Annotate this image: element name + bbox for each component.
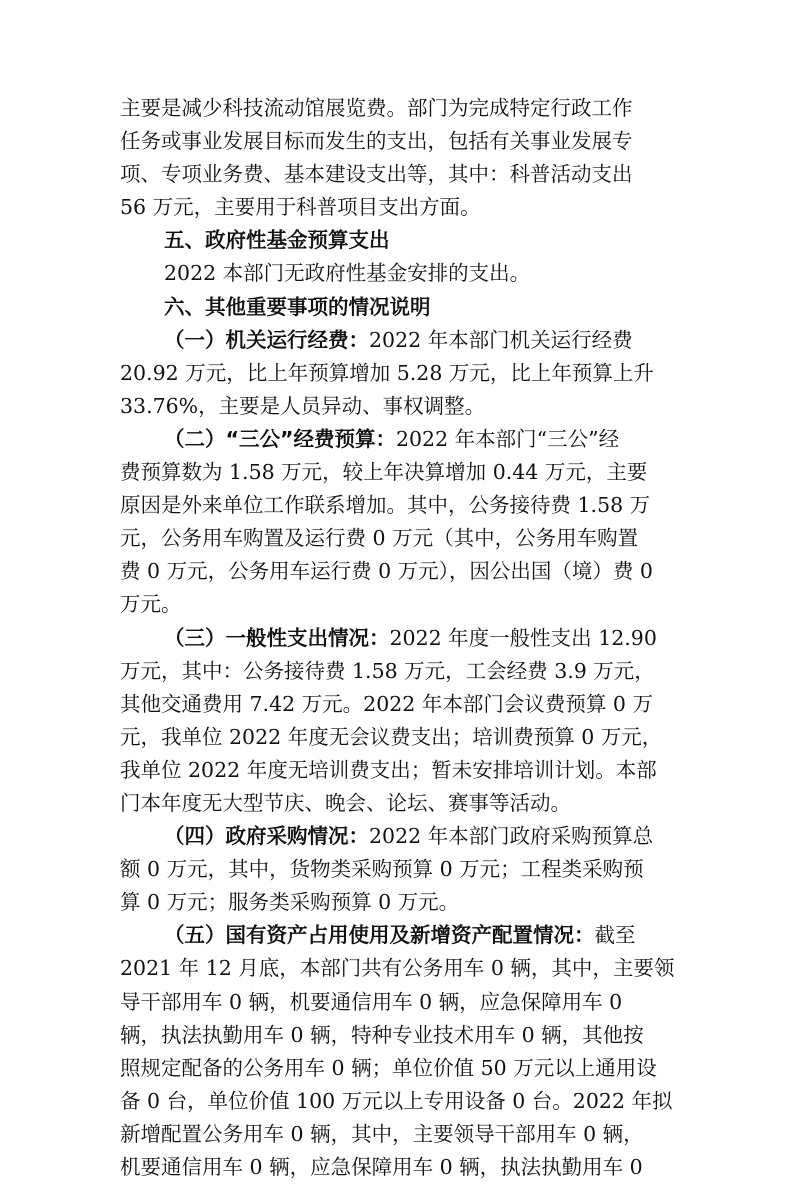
item-2-line: 费 0 万元，公务用车运行费 0 万元），因公出国（境）费 0	[120, 559, 653, 584]
item-4-line: 额 0 万元，其中，货物类采购预算 0 万元；工程类采购预	[120, 857, 644, 882]
item-5-line: 机要通信用车 0 辆，应急保障用车 0 辆，执法执勤用车 0	[120, 1155, 643, 1179]
item-4-line: 算 0 万元；服务类采购预算 0 万元。	[120, 890, 460, 915]
item-3-line: 门本年度无大型节庆、晚会、论坛、赛事等活动。	[120, 790, 571, 815]
item-2-label: （二）“三公”经费预算：	[164, 426, 396, 451]
item-2-line: 原因是外来单位工作联系增加。其中，公务接待费 1.58 万	[120, 493, 651, 518]
item-2-line: 元，公务用车购置及运行费 0 万元（其中，公务用车购置	[120, 526, 639, 551]
item-2-first-line	[120, 423, 680, 456]
item-5-first-line	[120, 919, 680, 952]
item-3-label: （三）一般性支出情况：	[164, 625, 390, 650]
item-4-text: 2022 年本部门政府采购预算总	[369, 824, 654, 849]
item-3-line: 元，我单位 2022 年度无会议费支出；培训费预算 0 万元，	[120, 724, 663, 749]
item-5-line: 导干部用车 0 辆，机要通信用车 0 辆，应急保障用车 0	[120, 989, 623, 1014]
item-4-first-line	[120, 820, 680, 853]
intro-line: 主要是减少科技流动馆展览费。部门为完成特定行政工作	[120, 96, 633, 120]
section-6-heading: 六、其他重要事项的情况说明	[164, 294, 431, 319]
item-1-label: （一）机关运行经费：	[164, 327, 369, 352]
item-5-line: 新增配置公务用车 0 辆，其中，主要领导干部用车 0 辆，	[120, 1121, 644, 1146]
intro-line: 56 万元，主要用于科普项目支出方面。	[120, 195, 481, 220]
item-5-label: （五）国有资产占用使用及新增资产配置情况：	[164, 923, 595, 948]
section-5-heading: 五、政府性基金预算支出	[164, 228, 390, 253]
item-5-line: 辆，执法执勤用车 0 辆，特种专业技术用车 0 辆，其他按	[120, 1022, 644, 1047]
item-2-line: 万元。	[120, 592, 182, 617]
item-3-first-line	[120, 622, 680, 655]
item-3-text: 2022 年度一般性支出 12.90	[389, 625, 657, 650]
item-3-line: 万元，其中：公务接待费 1.58 万元，工会经费 3.9 万元，	[120, 658, 655, 683]
item-5-line: 备 0 台，单位价值 100 万元以上专用设备 0 台。2022 年拟	[120, 1088, 673, 1113]
document-page	[120, 92, 680, 1184]
item-5-line: 照规定配备的公务用车 0 辆；单位价值 50 万元以上通用设	[120, 1055, 657, 1080]
item-1-line: 33.76%，主要是人员异动、事权调整。	[120, 393, 486, 418]
section-5-text: 2022 本部门无政府性基金安排的支出。	[164, 261, 531, 286]
item-1-first-line	[120, 324, 680, 357]
intro-line: 项、专项业务费、基本建设支出等，其中：科普活动支出	[120, 162, 633, 187]
item-1-line: 20.92 万元，比上年预算增加 5.28 万元，比上年预算上升	[120, 360, 654, 385]
item-3-line: 我单位 2022 年度无培训费支出；暂未安排培训计划。本部	[120, 757, 657, 782]
item-4-label: （四）政府采购情况：	[164, 824, 369, 849]
item-2-text: 2022 年本部门“三公”经	[395, 426, 620, 451]
item-1-text: 2022 年本部门机关运行经费	[369, 327, 633, 352]
item-3-line: 其他交通费用 7.42 万元。2022 年本部门会议费预算 0 万	[120, 691, 653, 716]
item-2-line: 费预算数为 1.58 万元，较上年决算增加 0.44 万元，主要	[120, 460, 648, 485]
item-5-line: 2021 年 12 月底，本部门共有公务用车 0 辆，其中，主要领	[120, 956, 675, 981]
item-5-text: 截至	[594, 923, 636, 948]
intro-line: 任务或事业发展目标而发生的支出，包括有关事业发展专	[120, 129, 633, 154]
